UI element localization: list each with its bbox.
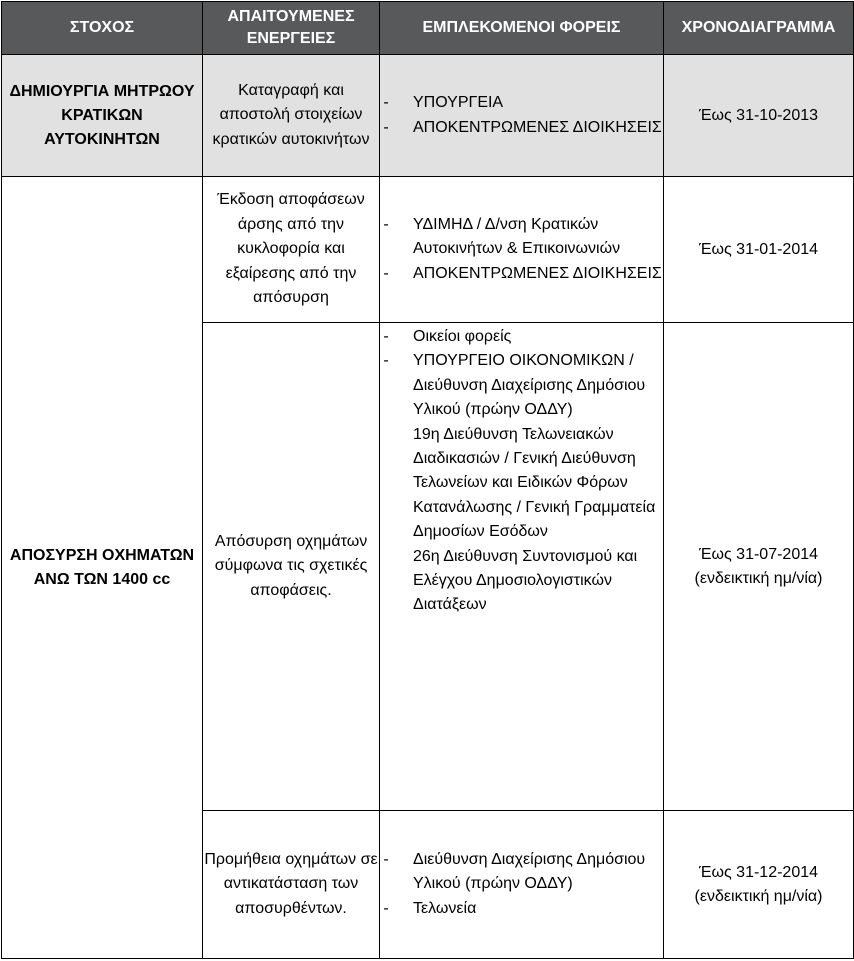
goal1-bodies <box>380 55 664 177</box>
goal2-bodies-3 <box>380 811 664 959</box>
body-item: - ΥΠΟΥΡΓΕΙΟ ΟΙΚΟΝΟΜΙΚΩΝ / Διεύθυνση Διαχείρισης Δημόσιου Υλικού (πρώην ΟΔΔΥ) <box>383 352 646 419</box>
goal2-action-1: Έκδοση αποφάσεων άρσης από την κυκλοφορία και εξαίρεσης από την απόσυρση <box>203 177 380 323</box>
body-item: 19η Διεύθυνση Τελωνειακών Διαδικασιών / Γενική Διεύθυνση Τελωνείων και Ειδικών Φόρων Κατανάλωσης / Γενική Γραμματεία Δημοσίων Εσόδων <box>413 425 656 541</box>
goal2-row-1 <box>2 177 854 323</box>
goal2-schedule-2 <box>664 323 854 811</box>
goal2-action-2: Απόσυρση οχημάτων σύμφωνα τις σχετικές αποφάσεις. <box>203 323 380 811</box>
body-item: - ΑΠΟΚΕΝΤΡΩΜΕΝΕΣ ΔΙΟΙΚΗΣΕΙΣ <box>383 264 662 282</box>
header-bodies: ΕΜΠΛΕΚΟΜΕΝΟΙ ΦΟΡΕΙΣ <box>380 2 664 55</box>
header-actions: ΑΠΑΙΤΟΥΜΕΝΕΣ ΕΝΕΡΓΕΙΕΣ <box>203 2 380 55</box>
header-row <box>2 2 854 55</box>
schedule-note: (ενδεικτική ημ/νία) <box>694 569 823 587</box>
goal2-bodies-2 <box>380 323 664 811</box>
action-plan-table <box>1 1 854 959</box>
schedule-note: (ενδεικτική ημ/νία) <box>694 887 823 905</box>
goal1-action: Καταγραφή και αποστολή στοιχείων κρατικών αυτοκινήτων <box>203 55 380 177</box>
body-item: 26η Διεύθυνση Συντονισμού και Ελέγχου Δημοσιολογιστικών Διατάξεων <box>413 547 638 614</box>
schedule-date: Έως 31-07-2014 <box>698 545 819 563</box>
body-item: - ΥΔΙΜΗΔ / Δ/νση Κρατικών Αυτοκινήτων & Επικοινωνιών <box>383 215 621 258</box>
body-item: - Τελωνεία <box>383 899 477 917</box>
goal2-schedule-1: Έως 31-01-2014 <box>664 177 854 323</box>
goal2-schedule-3 <box>664 811 854 959</box>
body-item: - Οικείοι φορείς <box>383 328 512 345</box>
goal1-row <box>2 55 854 177</box>
goal1-schedule: Έως 31-10-2013 <box>664 55 854 177</box>
body-item: - ΑΠΟΚΕΝΤΡΩΜΕΝΕΣ ΔΙΟΙΚΗΣΕΙΣ <box>383 118 662 136</box>
header-goal: ΣΤΟΧΟΣ <box>2 2 203 55</box>
goal2-title: ΑΠΟΣΥΡΣΗ ΟΧΗΜΑΤΩΝ ΑΝΩ ΤΩΝ 1400 cc <box>2 177 203 959</box>
body-item: - Διεύθυνση Διαχείρισης Δημόσιου Υλικού (πρώην ΟΔΔΥ) <box>383 850 646 893</box>
schedule-date: Έως 31-12-2014 <box>698 863 819 881</box>
goal2-bodies-1 <box>380 177 664 323</box>
goal2-action-3: Προμήθεια οχημάτων σε αντικατάσταση των αποσυρθέντων. <box>203 811 380 959</box>
header-schedule: ΧΡΟΝΟΔΙΑΓΡΑΜΜΑ <box>664 2 854 55</box>
goal1-title: ΔΗΜΙΟΥΡΓΙΑ ΜΗΤΡΩΟΥ ΚΡΑΤΙΚΩΝ ΑΥΤΟΚΙΝΗΤΩΝ <box>2 55 203 177</box>
body-item: - ΥΠΟΥΡΓΕΙΑ <box>383 94 504 112</box>
